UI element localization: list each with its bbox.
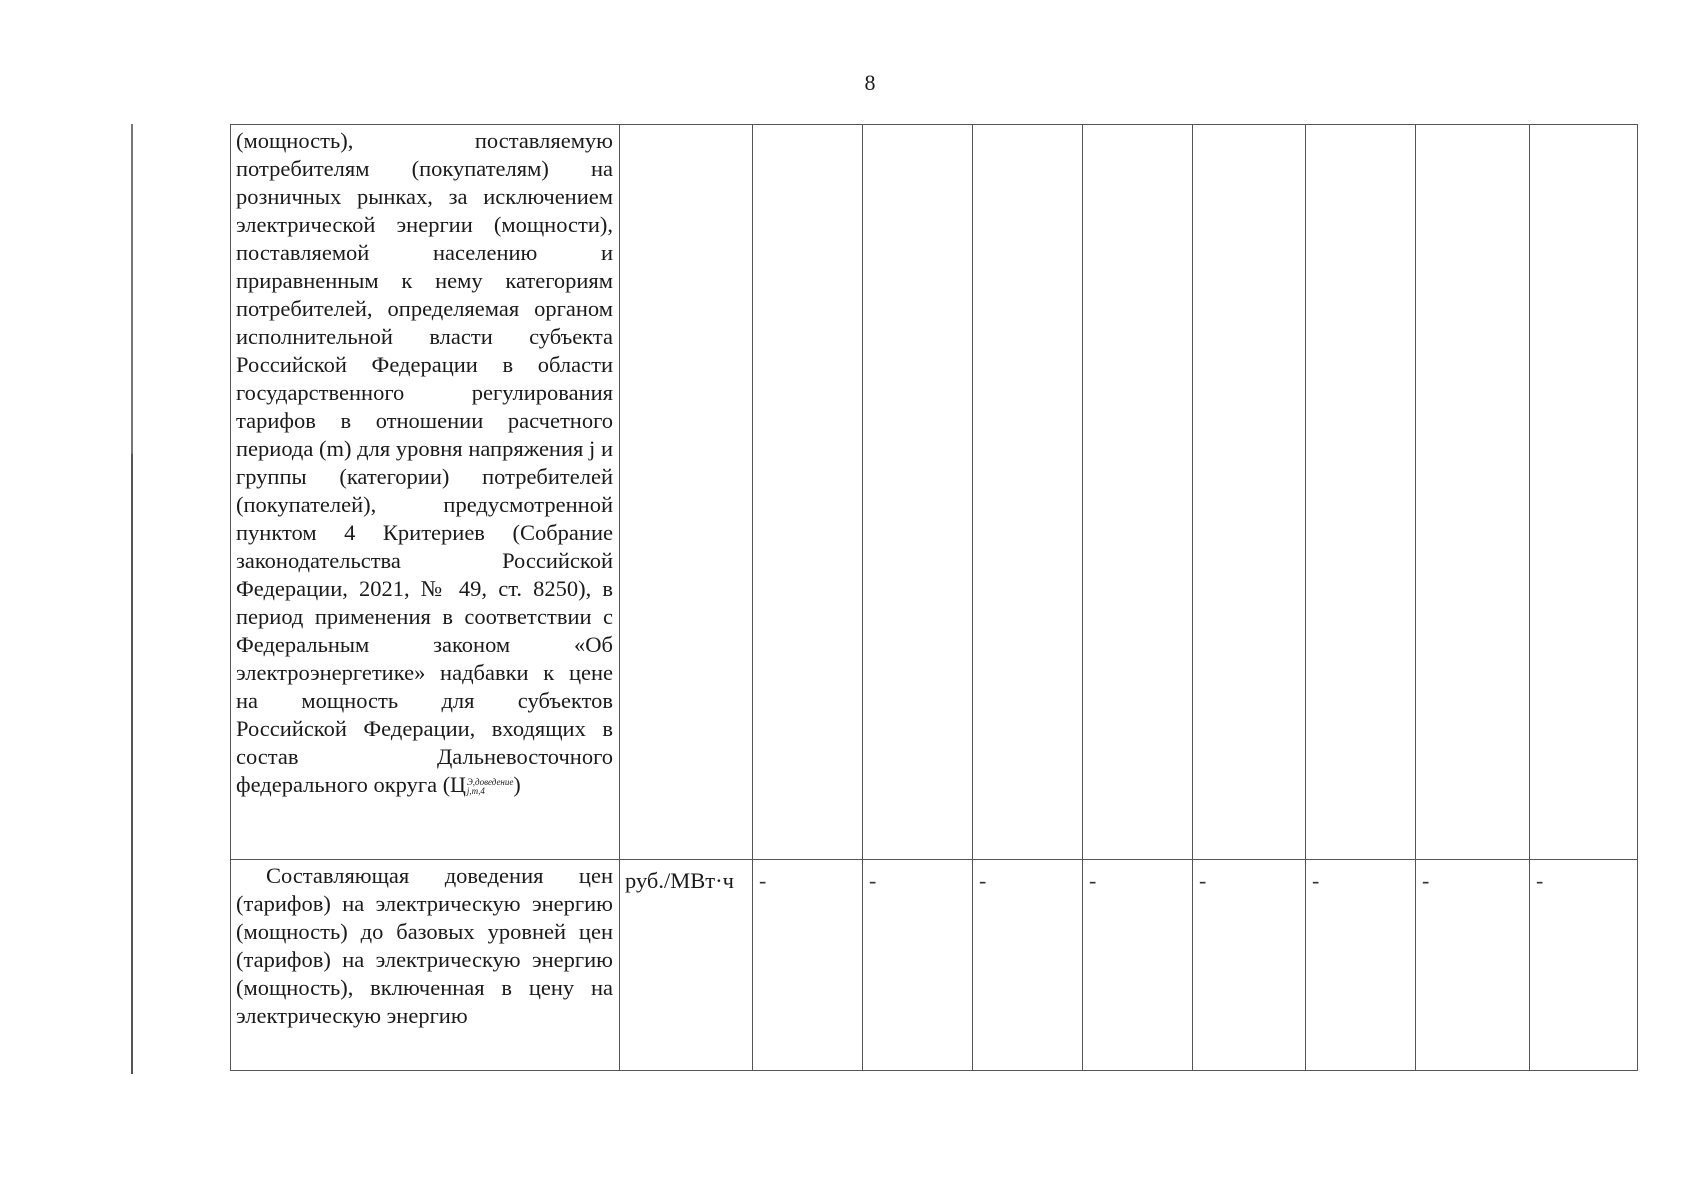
left-margin-mark	[131, 124, 133, 454]
table-row	[231, 125, 1638, 860]
formula-close-paren: )	[513, 772, 521, 797]
formula-open-paren: (	[442, 772, 451, 797]
value-cell	[753, 125, 863, 860]
value-cell	[1306, 125, 1416, 860]
unit-cell	[620, 125, 753, 860]
tariff-table	[230, 124, 1638, 1071]
description-cell	[231, 125, 620, 860]
value-cell: -	[1083, 860, 1193, 1071]
value-cell: -	[1530, 860, 1638, 1071]
table-row	[231, 860, 1638, 1071]
description-text: (мощность), поставляемую потребителям (покупателям) на розничных рынках, за исключением электрической энергии (мощности), поставляемой населению и приравненным к нему категориям потребителей, определяемая органом исполнительной власти субъекта Российской Федерации в области государственного регулирования тарифов в отношении расчетного периода (m) для уровня напряжения j и группы (категории) потребителей (покупателей), предусмотренной пунктом 4 Критериев (Собрание законодательства Российской Федерации, 2021, № 49, ст. 8250), в период применения в соответствии с Федеральным законом «Об электроэнергетике» надбавки к цене на мощность для субъектов Российской Федерации, входящих в состав Дальневосточного федерального округа	[236, 128, 613, 797]
value-cell: -	[863, 860, 973, 1071]
value-cell: -	[1193, 860, 1306, 1071]
formula-base: Ц	[450, 772, 466, 797]
formula	[443, 772, 521, 797]
description-cell	[231, 860, 620, 1071]
formula-scripts	[467, 778, 514, 796]
value-cell	[1416, 125, 1530, 860]
value-cell	[863, 125, 973, 860]
value-cell	[1083, 125, 1193, 860]
description-text: Составляющая доведения цен (тарифов) на электрическую энергию (мощность) до базовых уровней цен (тарифов) на электрическую энергию (мощность), включенная в цену на электрическую энергию	[236, 863, 613, 1028]
value-cell: -	[973, 860, 1083, 1071]
page-number: 8	[864, 70, 876, 95]
formula-superscript: Э,доведение	[466, 776, 514, 787]
value-cell: -	[753, 860, 863, 1071]
value-cell	[973, 125, 1083, 860]
formula-subscript: j,m,4	[466, 785, 485, 796]
value-cell	[1193, 125, 1306, 860]
unit-cell: руб./МВт·ч	[620, 860, 753, 1071]
value-cell: -	[1306, 860, 1416, 1071]
value-cell: -	[1416, 860, 1530, 1071]
value-cell	[1530, 125, 1638, 860]
